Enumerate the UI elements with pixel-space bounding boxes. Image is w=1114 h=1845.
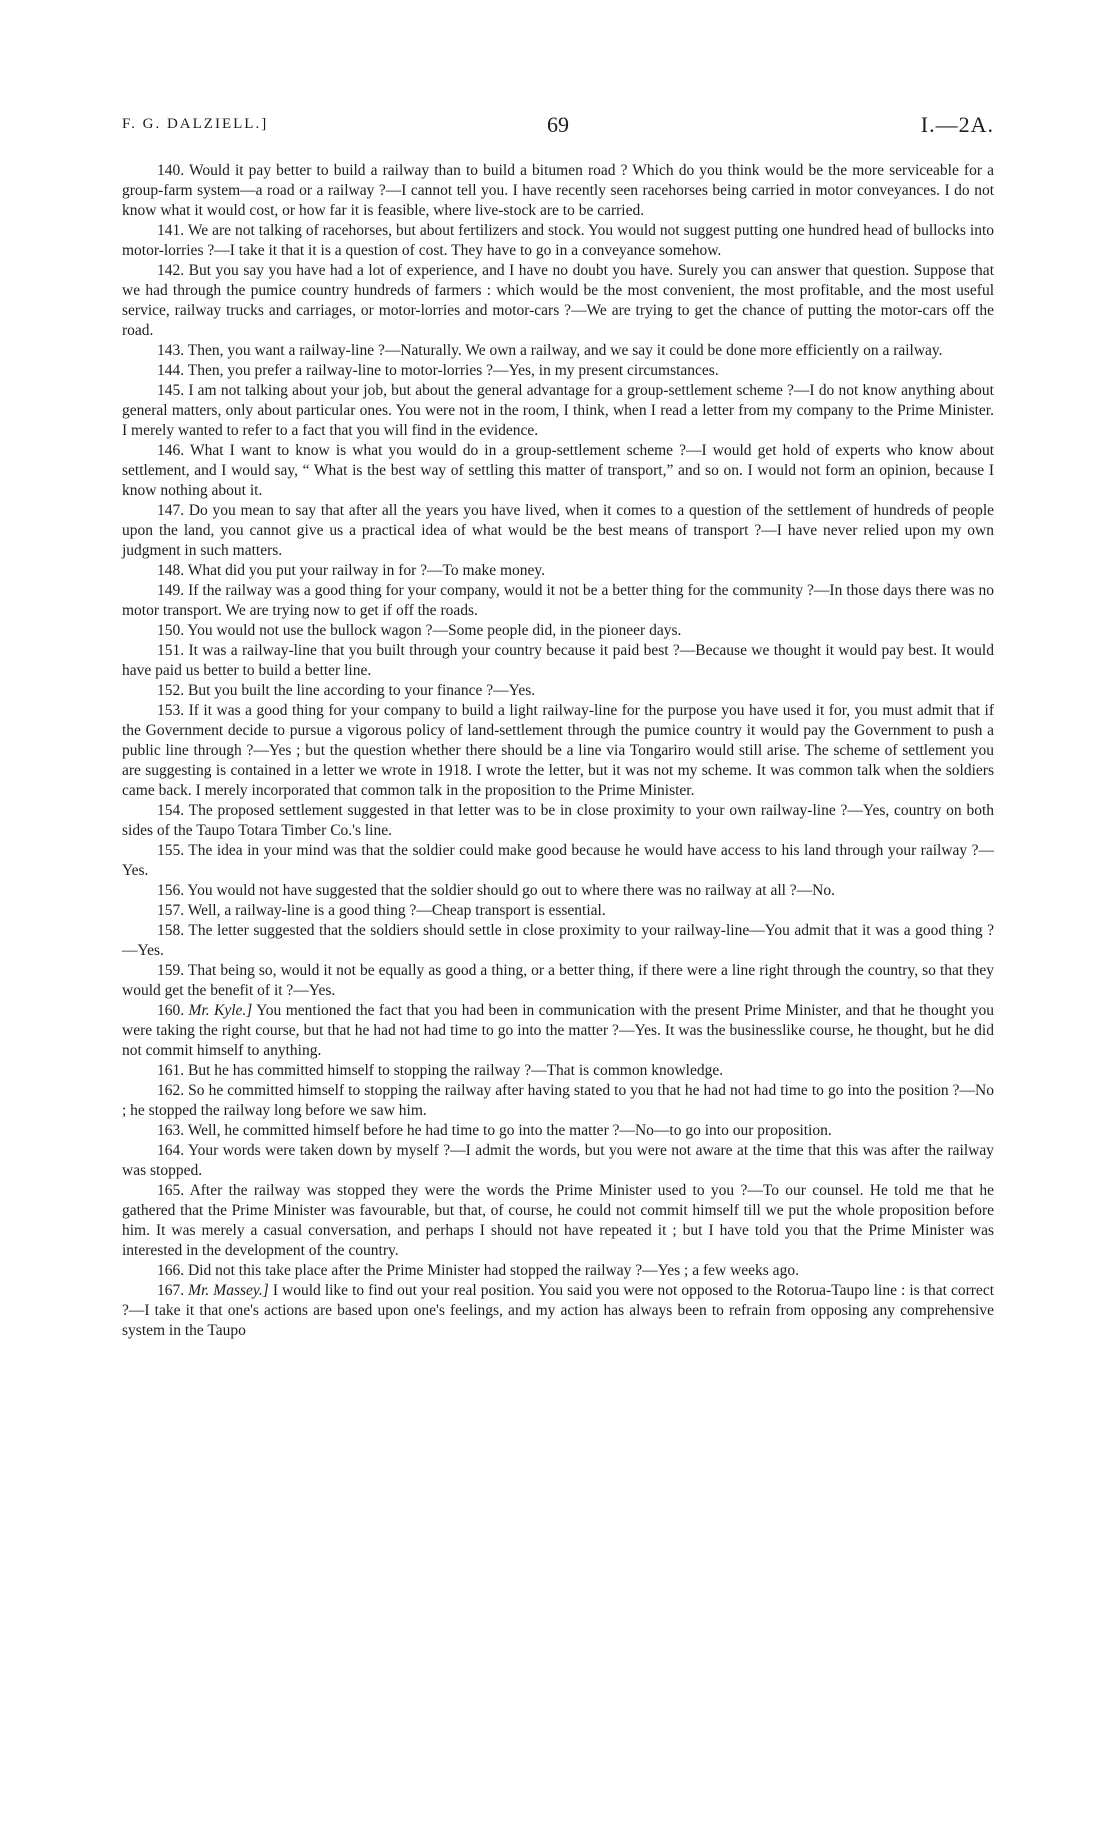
question-paragraph: 146. What I want to know is what you would do in a group-settlement scheme ?—I would get hold of experts who know about settlement, and I would say, “ What is the best way of settling this matter of transport,” and so on. I would not form an opinion, because I know nothing about it. — [122, 442, 994, 499]
question-paragraph: 162. So he committed himself to stopping the railway after having stated to you that he had not had time to go into the position ?—No ; he stopped the railway long before we saw him. — [122, 1082, 994, 1119]
question-paragraph: 158. The letter suggested that the soldiers should settle in close proximity to your railway-line—You admit that it was a good thing ?—Yes. — [122, 922, 994, 959]
question-paragraph: 147. Do you mean to say that after all the years you have lived, when it comes to a question of the settlement of hundreds of people upon the land, you cannot give us a practical idea of what would be the best means of transport ?—I have never relied upon my own judgment in such matters. — [122, 502, 994, 559]
question-paragraph: 140. Would it pay better to build a railway than to build a bitumen road ? Which do you think would be the more serviceable for a group-farm system—a road or a railway ?—I cannot tell you. I have recently seen racehorses being carried in motor conveyances. I do not know what it would cost, or how far it is feasible, where live-stock are to be carried. — [122, 162, 994, 219]
question-paragraph: 153. If it was a good thing for your company to build a light railway-line for the purpose you have used it for, you must admit that if the Government decide to pursue a vigorous policy of land-settlement through the pumice country it would pay the Government to push a public line through ?—Yes ; but the question whether there should be a line via Tongariro would still arise. The scheme of settlement you are suggesting is contained in a letter we wrote in 1918. I wrote the letter, but it was not my scheme. It was common talk when the soldiers came back. I merely incorporated that common talk in the proposition to the Prime Minister. — [122, 702, 994, 799]
question-paragraph: 161. But he has committed himself to stopping the railway ?—That is common knowledge. — [157, 1062, 724, 1079]
question-paragraph: 157. Well, a railway-line is a good thing ?—Cheap transport is essential. — [157, 902, 606, 919]
evidence-body — [122, 161, 994, 1341]
question-paragraph: 149. If the railway was a good thing for your company, would it not be a better thing for the community ?—In those days there was no motor transport. We are trying now to get if off the roads. — [122, 582, 994, 619]
question-paragraph: 151. It was a railway-line that you built through your country because it paid best ?—Because we thought it would pay best. It would have paid us better to build a better line. — [122, 642, 994, 679]
question-number: 167. — [157, 1282, 189, 1299]
page-header — [122, 112, 994, 140]
question-paragraph: 159. That being so, would it not be equally as good a thing, or a better thing, if there were a line right through the country, so that they would get the benefit of it ?—Yes. — [122, 962, 994, 999]
question-paragraph: 145. I am not talking about your job, but about the general advantage for a group-settlement scheme ?—I do not know anything about general matters, only about particular ones. You were not in the room, I think, when I read a letter from my company to the Prime Minister. I merely wanted to refer to a fact that you will find in the evidence. — [122, 382, 994, 439]
question-paragraph: 152. But you built the line according to your finance ?—Yes. — [157, 682, 536, 699]
question-paragraph: 142. But you say you have had a lot of experience, and I have no doubt you have. Surely you can answer that question. Suppose that we had through the pumice country hundreds of farmers : which would be the most convenient, the most profitable, and the most useful service, railway trucks and carriages, or motor-lorries and motor-cars ?—We are trying to get the chance of putting the motor-cars off the road. — [122, 262, 994, 339]
question-paragraph: 144. Then, you prefer a railway-line to motor-lorries ?—Yes, in my present circumstances. — [157, 362, 719, 379]
question-paragraph: 154. The proposed settlement suggested in that letter was to be in close proximity to your own railway-line ?—Yes, country on both sides of the Taupo Totara Timber Co.'s line. — [122, 802, 994, 839]
speaker-name: Mr. Kyle.] — [188, 1002, 253, 1019]
question-paragraph: 166. Did not this take place after the Prime Minister had stopped the railway ?—Yes ; a few weeks ago. — [157, 1262, 799, 1279]
question-paragraph: 141. We are not talking of racehorses, but about fertilizers and stock. You would not suggest putting one hundred head of bullocks into motor-lorries ?—I take it that it is a question of cost. They have to go in a conveyance somehow. — [122, 222, 994, 259]
speaker-name: Mr. Massey.] — [188, 1282, 269, 1299]
question-number: 160. — [157, 1002, 189, 1019]
question-paragraph: 143. Then, you want a railway-line ?—Naturally. We own a railway, and we say it could be done more efficiently on a railway. — [157, 342, 943, 359]
header-witness-name: F. G. DALZIELL.] — [122, 116, 269, 132]
question-paragraph: 150. You would not use the bullock wagon ?—Some people did, in the pioneer days. — [157, 622, 682, 639]
question-paragraph: 163. Well, he committed himself before he had time to go into the matter ?—No—to go into our proposition. — [157, 1122, 832, 1139]
question-text: You mentioned the fact that you had been in communication with the present Prime Minister, and that he thought you were taking the right course, but that he had not had time to go into the matter ?—Yes. It was the businesslike course, he thought, but he did not commit himself to anything. — [122, 1002, 994, 1059]
question-paragraph: 155. The idea in your mind was that the soldier could make good because he would have access to his land through your railway ?—Yes. — [122, 842, 994, 879]
question-paragraph — [122, 1281, 994, 1341]
question-paragraph: 156. You would not have suggested that the soldier should go out to where there was no railway at all ?—No. — [157, 882, 836, 899]
question-paragraph — [122, 1001, 994, 1061]
question-text: I would like to find out your real position. You said you were not opposed to the Rotorua-Taupo line : is that correct ?—I take it that one's actions are based upon one's feelings, and my action has always been to refrain from opposing any comprehensive system in the Taupo — [122, 1282, 995, 1339]
page-number: 69 — [547, 112, 569, 137]
question-paragraph: 164. Your words were taken down by myself ?—I admit the words, but you were not aware at the time that this was after the railway was stopped. — [122, 1142, 994, 1179]
header-paper-reference: I.—2A. — [920, 112, 994, 137]
question-paragraph: 148. What did you put your railway in for ?—To make money. — [157, 562, 546, 579]
question-paragraph: 165. After the railway was stopped they were the words the Prime Minister used to you ?—To our counsel. He told me that he gathered that the Prime Minister was favourable, but that, of course, he could not commit himself till we put the whole proposition before him. It was merely a casual conversation, and perhaps I should not have repeated it ; but I have told you that the Prime Minister was interested in the development of the country. — [122, 1182, 994, 1259]
